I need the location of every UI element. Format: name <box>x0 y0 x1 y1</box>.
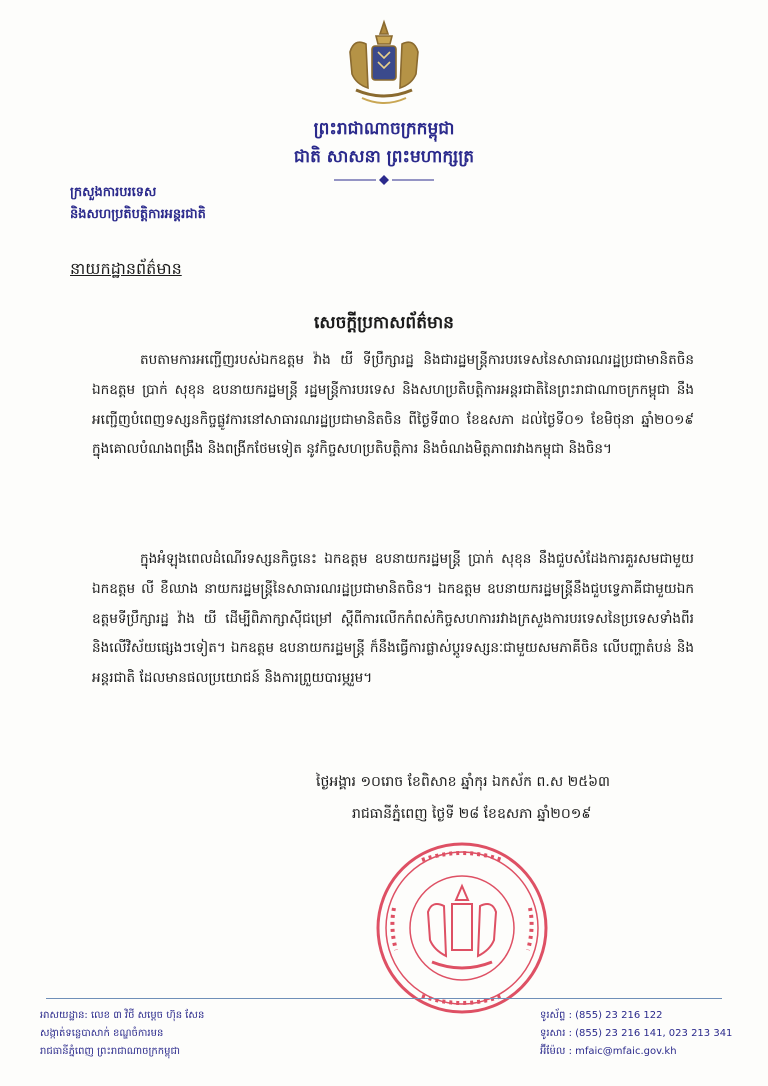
lunar-date: ថ្ងៃអង្គារ ១០រោច ខែពិសាខ ឆ្នាំកុរ ឯកស័ក ព.ស ២៥៦៣ <box>316 774 610 790</box>
title-ornament-icon <box>330 174 438 186</box>
footer-fax: ទូរសារ : (855) 23 216 141, 023 213 341 <box>540 1028 733 1039</box>
footer-divider <box>46 998 722 999</box>
document-title: សេចក្តីប្រកាសព័ត៌មាន <box>314 313 454 333</box>
official-seal-icon <box>372 838 552 1018</box>
department-name: នាយកដ្ឋានព័ត៌មាន <box>70 259 182 278</box>
national-motto: ជាតិ សាសនា ព្រះមហាក្សត្រ <box>293 147 475 167</box>
footer-address-line-3: រាជធានីភ្នំពេញ ព្រះរាជាណាចក្រកម្ពុជា <box>40 1046 180 1057</box>
ministry-name-continued: និងសហប្រតិបត្តិការអន្តរជាតិ <box>70 207 206 222</box>
body-paragraph-1: តបតាមការអញ្ជើញរបស់ឯកឧត្តម វ៉ាង យី ទីប្រឹក្សារដ្ឋ និងជារដ្ឋមន្ត្រីការបរទេសនៃសាធារណរដ្ឋប្រជាមានិតចិន ឯកឧត្តម ប្រាក់ សុខុន ឧបនាយករដ្ឋមន្ត្រី រដ្ឋមន្ត្រីការបរទេស និងសហប្រតិបត្តិការអន្តរជាតិនៃព្រះរាជាណាចក្រកម្ពុជា នឹងអញ្ជើញបំពេញទស្សនកិច្ចផ្លូវការនៅសាធារណរដ្ឋប្រជាមានិតចិន ពីថ្ងៃទី៣០ ខែឧសភា ដល់ថ្ងៃទី០១ ខែមិថុនា ឆ្នាំ២០១៩ ក្នុងគោលបំណងពង្រឹង និងពង្រីកថែមទៀត នូវកិច្ចសហប្រតិបត្តិការ និងចំណងមិត្តភាពរវាងកម្ពុជា និងចិន។ <box>92 352 694 458</box>
body-paragraph-2: ក្នុងអំឡុងពេលដំណើរទស្សនកិច្ចនេះ ឯកឧត្តម ឧបនាយករដ្ឋមន្ត្រី ប្រាក់ សុខុន នឹងជួបសំដែងការគួរសមជាមួយឯកឧត្តម លី ខឺឈាង នាយករដ្ឋមន្ត្រីនៃសាធារណរដ្ឋប្រជាមានិតចិន។ ឯកឧត្តម ឧបនាយករដ្ឋមន្ត្រីនឹងជួបទ្វេភាគីជាមួយឯកឧត្តមទីប្រឹក្សារដ្ឋ វ៉ាង យី ដើម្បីពិភាក្សាស៊ីជម្រៅ ស្តីពីការលើកកំពស់កិច្ចសហការរវាងក្រសួងការបរទេសនៃប្រទេសទាំងពីរ និងលើវិស័យផ្សេងៗទៀត។ ឯកឧត្តម ឧបនាយករដ្ឋមន្ត្រី ក៏នឹងធ្វើការផ្លាស់ប្តូរទស្សនៈជាមួយសមភាគីចិន លើបញ្ហាតំបន់ និងអន្តរជាតិ ដែលមានផលប្រយោជន៍ និងការព្រួយបារម្ភរួម។ <box>92 551 694 687</box>
footer-telephone: ទូរស័ព្ទ : (855) 23 216 122 <box>540 1010 663 1021</box>
footer-address-line-1: អាសយដ្ឋាន: លេខ ៣ វិថី សម្តេច ហ៊ុន សែន <box>40 1010 205 1021</box>
place-and-date: រាជធានីភ្នំពេញ ថ្ងៃទី ២៨ ខែឧសភា ឆ្នាំ២០១៩ <box>352 806 592 822</box>
ministry-name: ក្រសួងការបរទេស <box>70 185 157 200</box>
footer-email: អ៊ីម៉ែល : mfaic@mfaic.gov.kh <box>540 1046 677 1057</box>
footer-address-line-2: សង្កាត់ទន្លេបាសាក់ ខណ្ឌចំការមន <box>40 1028 164 1039</box>
royal-arms-emblem-icon <box>338 18 430 110</box>
kingdom-title: ព្រះរាជាណាចក្រកម្ពុជា <box>313 119 455 139</box>
